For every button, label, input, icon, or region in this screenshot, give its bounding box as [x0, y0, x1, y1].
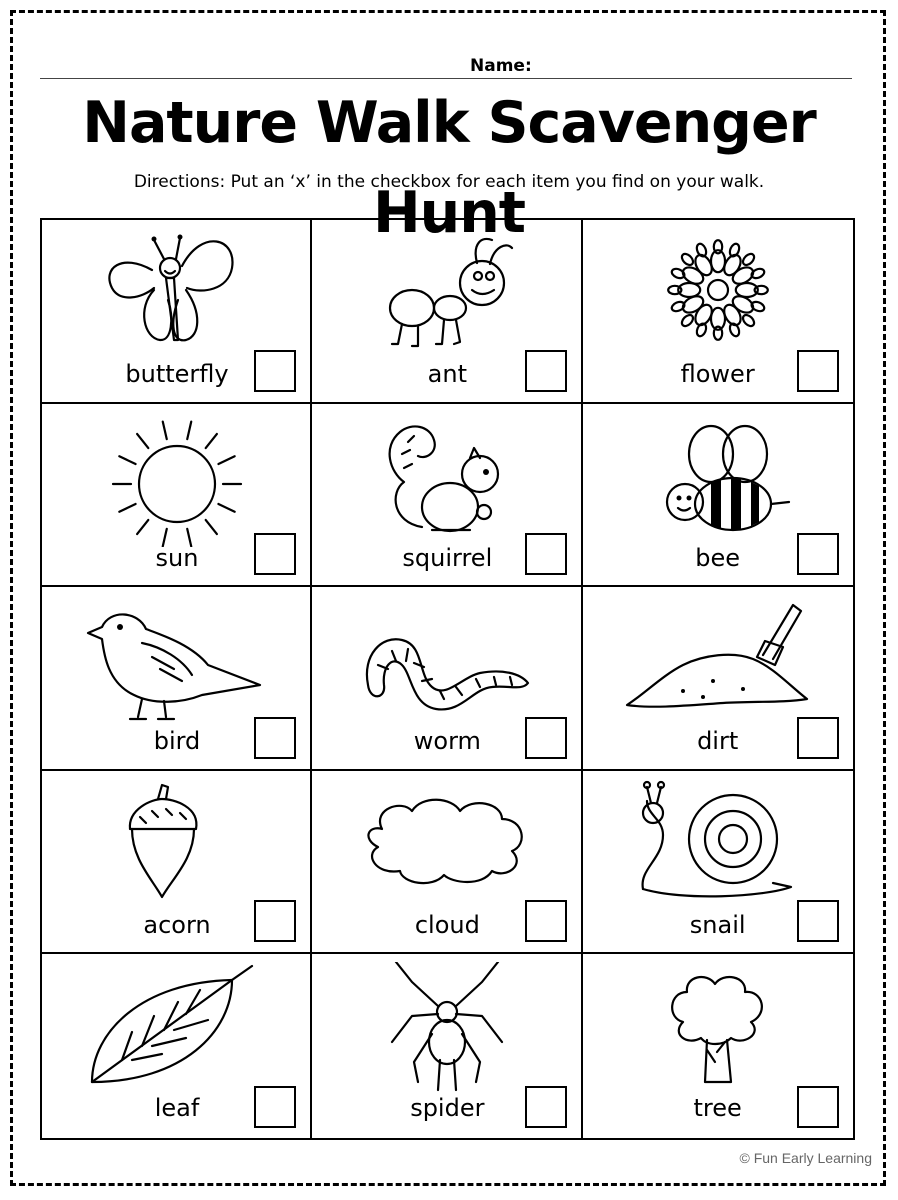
- checkbox-ant[interactable]: [525, 350, 567, 392]
- name-label: Name:: [470, 56, 532, 76]
- item-label: flower: [680, 360, 755, 388]
- item-label: ant: [427, 360, 467, 388]
- checkbox-tree[interactable]: [797, 1086, 839, 1128]
- checkbox-butterfly[interactable]: [254, 350, 296, 392]
- item-cell-spider: [312, 954, 582, 1138]
- item-label: spider: [410, 1094, 485, 1123]
- squirrel-icon: [352, 412, 542, 547]
- item-label: bee: [695, 543, 741, 572]
- item-label: leaf: [154, 1094, 200, 1123]
- sun-icon: [82, 412, 272, 547]
- checkbox-leaf[interactable]: [254, 1086, 296, 1128]
- item-cell-bird: [42, 587, 312, 771]
- checkbox-spider[interactable]: [525, 1086, 567, 1128]
- ant-icon: [352, 228, 542, 363]
- item-label: snail: [689, 910, 746, 939]
- cloud-icon: [352, 779, 542, 914]
- scavenger-grid: [40, 218, 855, 1140]
- item-label: bird: [153, 727, 201, 756]
- worm-icon: [352, 595, 542, 730]
- item-cell-dirt: [583, 587, 853, 771]
- item-cell-snail: [583, 771, 853, 955]
- item-cell-tree: [583, 954, 853, 1138]
- item-label: acorn: [143, 910, 211, 939]
- leaf-icon: [82, 962, 272, 1097]
- checkbox-snail[interactable]: [797, 900, 839, 942]
- copyright-credit: © Fun Early Learning: [739, 1150, 872, 1166]
- item-cell-acorn: [42, 771, 312, 955]
- item-cell-cloud: [312, 771, 582, 955]
- item-label: cloud: [414, 910, 480, 939]
- page-title: Nature Walk Scavenger Hunt: [82, 90, 816, 246]
- checkbox-dirt[interactable]: [797, 717, 839, 759]
- checkbox-acorn[interactable]: [254, 900, 296, 942]
- directions-text: Directions: Put an ‘x’ in the checkbox for each item you find on your walk.: [133, 172, 765, 192]
- item-label: butterfly: [125, 360, 229, 388]
- dirt-icon: [623, 595, 813, 730]
- item-label: dirt: [697, 727, 739, 756]
- item-cell-flower: [583, 220, 853, 404]
- name-line[interactable]: [40, 54, 852, 79]
- item-label: tree: [693, 1094, 742, 1123]
- item-cell-sun: [42, 404, 312, 588]
- spider-icon: [352, 962, 542, 1097]
- bee-icon: [623, 412, 813, 547]
- item-cell-leaf: [42, 954, 312, 1138]
- tree-icon: [623, 962, 813, 1097]
- item-label: squirrel: [402, 543, 493, 572]
- checkbox-flower[interactable]: [797, 350, 839, 392]
- butterfly-icon: [82, 228, 272, 363]
- snail-icon: [623, 779, 813, 914]
- acorn-icon: [82, 779, 272, 914]
- checkbox-bee[interactable]: [797, 533, 839, 575]
- checkbox-cloud[interactable]: [525, 900, 567, 942]
- item-label: sun: [155, 543, 199, 572]
- bird-icon: [82, 595, 272, 730]
- checkbox-bird[interactable]: [254, 717, 296, 759]
- item-cell-ant: [312, 220, 582, 404]
- item-cell-bee: [583, 404, 853, 588]
- item-cell-worm: [312, 587, 582, 771]
- checkbox-sun[interactable]: [254, 533, 296, 575]
- flower-icon: [623, 228, 813, 363]
- item-cell-butterfly: [42, 220, 312, 404]
- item-label: worm: [413, 727, 481, 756]
- checkbox-squirrel[interactable]: [525, 533, 567, 575]
- checkbox-worm[interactable]: [525, 717, 567, 759]
- item-cell-squirrel: [312, 404, 582, 588]
